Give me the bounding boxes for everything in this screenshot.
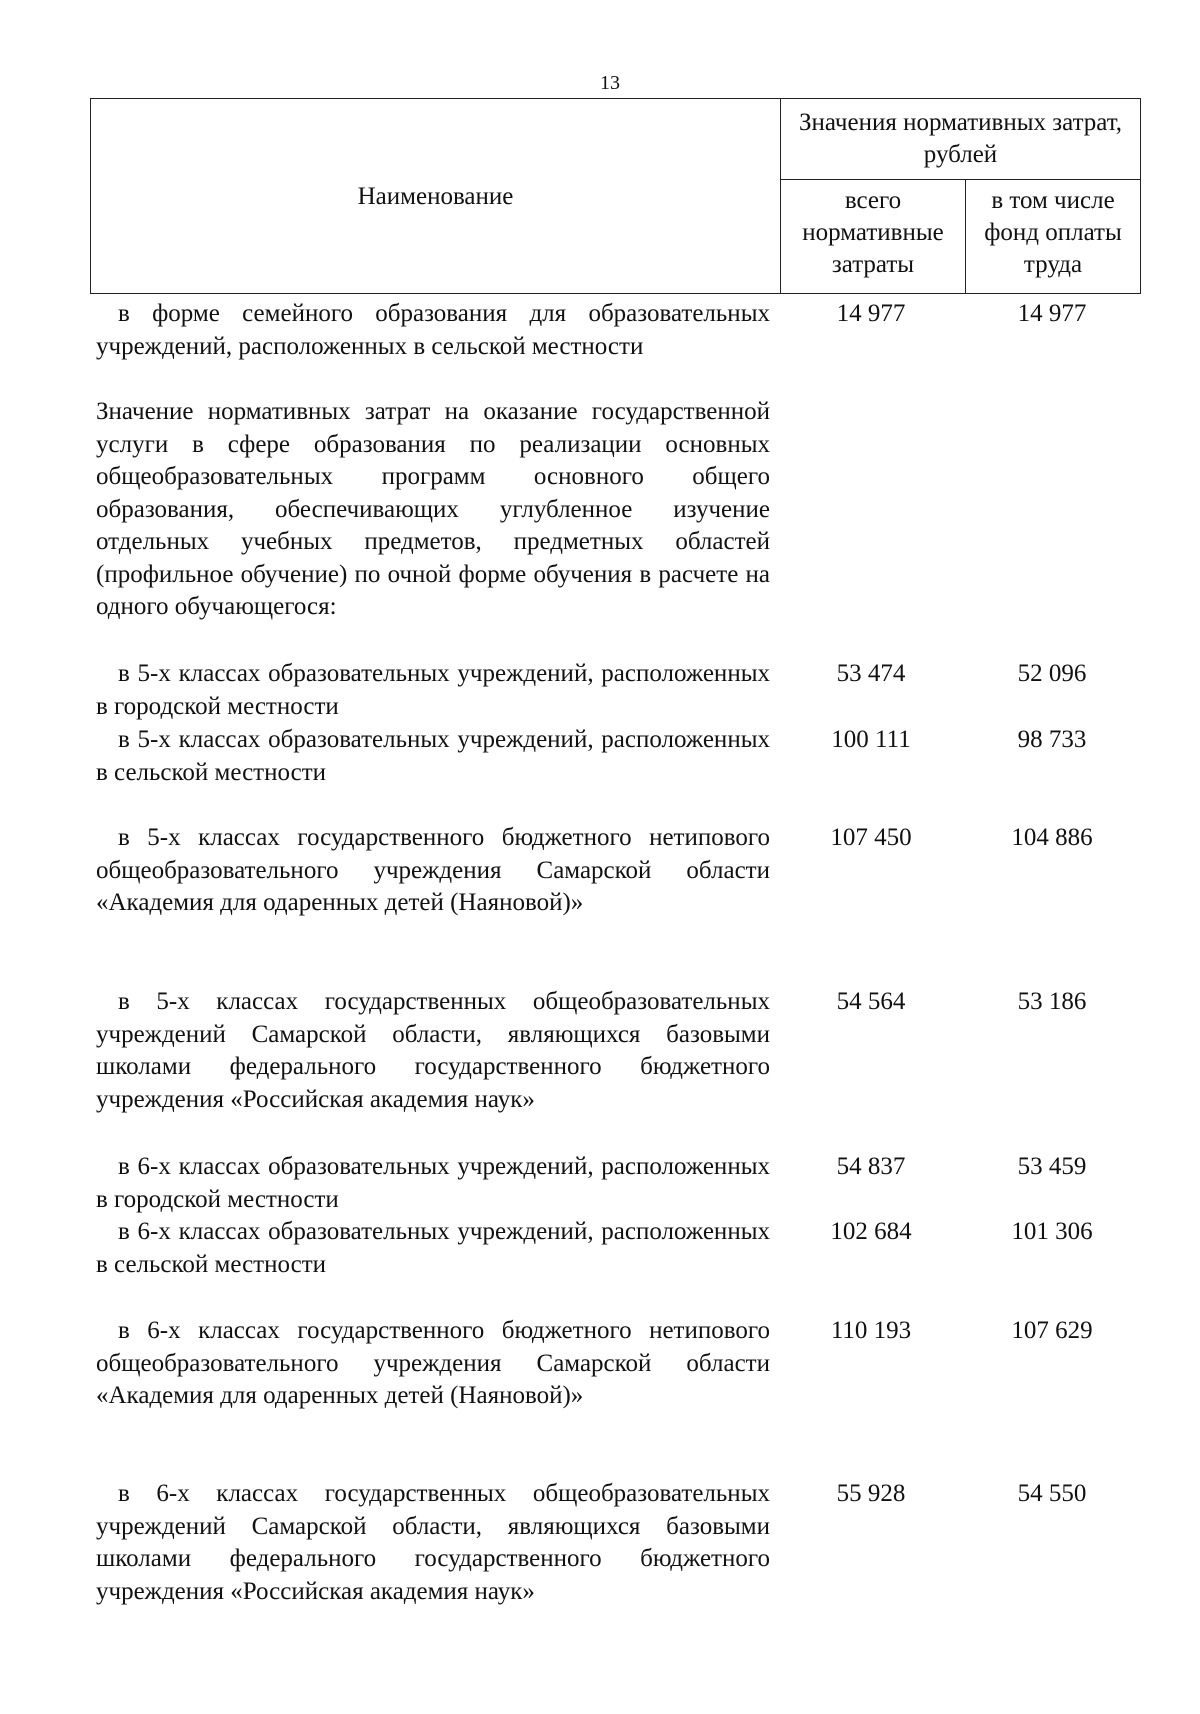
- row-wage-fund: 54 550: [1017, 1480, 1087, 1507]
- row-total-cost: 102 684: [830, 1218, 912, 1245]
- row-wage-fund: 107 629: [1011, 1317, 1093, 1344]
- row-wage-fund: 104 886: [1011, 824, 1093, 851]
- row-name: в форме семейного образования для образовательных учреждений, расположенных в сельской местности: [96, 300, 770, 360]
- section-heading: Значение нормативных затрат на оказание государственной услуги в сфере образования по реализации основных общеобразовательных программ основного общего образования, обеспечивающих углубленное изучение отдельных учебных предметов, предметных областей (профильное обучение) по очной форме обучения в расчете на одного обучающегося:: [96, 398, 770, 620]
- row-total-cost: 14 977: [836, 300, 906, 327]
- row-wage-fund: 52 096: [1017, 660, 1087, 687]
- row-name: в 6-х классах образовательных учреждений, расположенных в городской местности: [96, 1153, 770, 1213]
- row-name: в 6-х классах государственных общеобразовательных учреждений Самарской области, являющихся базовыми школами федерального государственного бюджетного учреждения «Российская академия наук»: [96, 1480, 770, 1605]
- row-total-cost: 54 837: [836, 1153, 906, 1180]
- row-wage-fund: 14 977: [1017, 300, 1087, 327]
- row-total-cost: 100 111: [831, 726, 911, 753]
- row-wage-fund: 98 733: [1017, 726, 1087, 753]
- row-total-cost: 53 474: [836, 660, 906, 687]
- row-name: в 5-х классах государственных общеобразовательных учреждений Самарской области, являющихся базовыми школами федерального государственного бюджетного учреждения «Российская академия наук»: [96, 988, 770, 1113]
- row-wage-fund: 53 459: [1017, 1153, 1087, 1180]
- row-wage-fund: 101 306: [1011, 1218, 1093, 1245]
- row-name: в 5-х классах государственного бюджетного нетипового общеобразовательного учреждения Самарской области «Академия для одаренных детей (Наяновой)»: [96, 824, 770, 916]
- cost-values-header: Значения нормативных затрат, рублей: [781, 99, 1141, 180]
- row-name: в 5-х классах образовательных учреждений, расположенных в сельской местности: [96, 726, 770, 786]
- row-total-cost: 110 193: [830, 1317, 912, 1344]
- row-total-cost: 55 928: [836, 1480, 906, 1507]
- row-total-cost: 107 450: [830, 824, 912, 851]
- row-name: в 5-х классах образовательных учреждений, расположенных в городской местности: [96, 660, 770, 720]
- row-total-cost: 54 564: [836, 988, 906, 1015]
- table-header: [90, 98, 1141, 294]
- total-cost-column-header: всего нормативные затраты: [781, 180, 966, 294]
- name-column-header: Наименование: [91, 99, 781, 294]
- page-number: 13: [600, 72, 620, 94]
- wage-fund-column-header: в том числе фонд оплаты труда: [966, 180, 1141, 294]
- row-wage-fund: 53 186: [1017, 988, 1087, 1015]
- row-name: в 6-х классах государственного бюджетного нетипового общеобразовательного учреждения Самарской области «Академия для одаренных детей (Наяновой)»: [96, 1317, 770, 1409]
- row-name: в 6-х классах образовательных учреждений, расположенных в сельской местности: [96, 1218, 770, 1278]
